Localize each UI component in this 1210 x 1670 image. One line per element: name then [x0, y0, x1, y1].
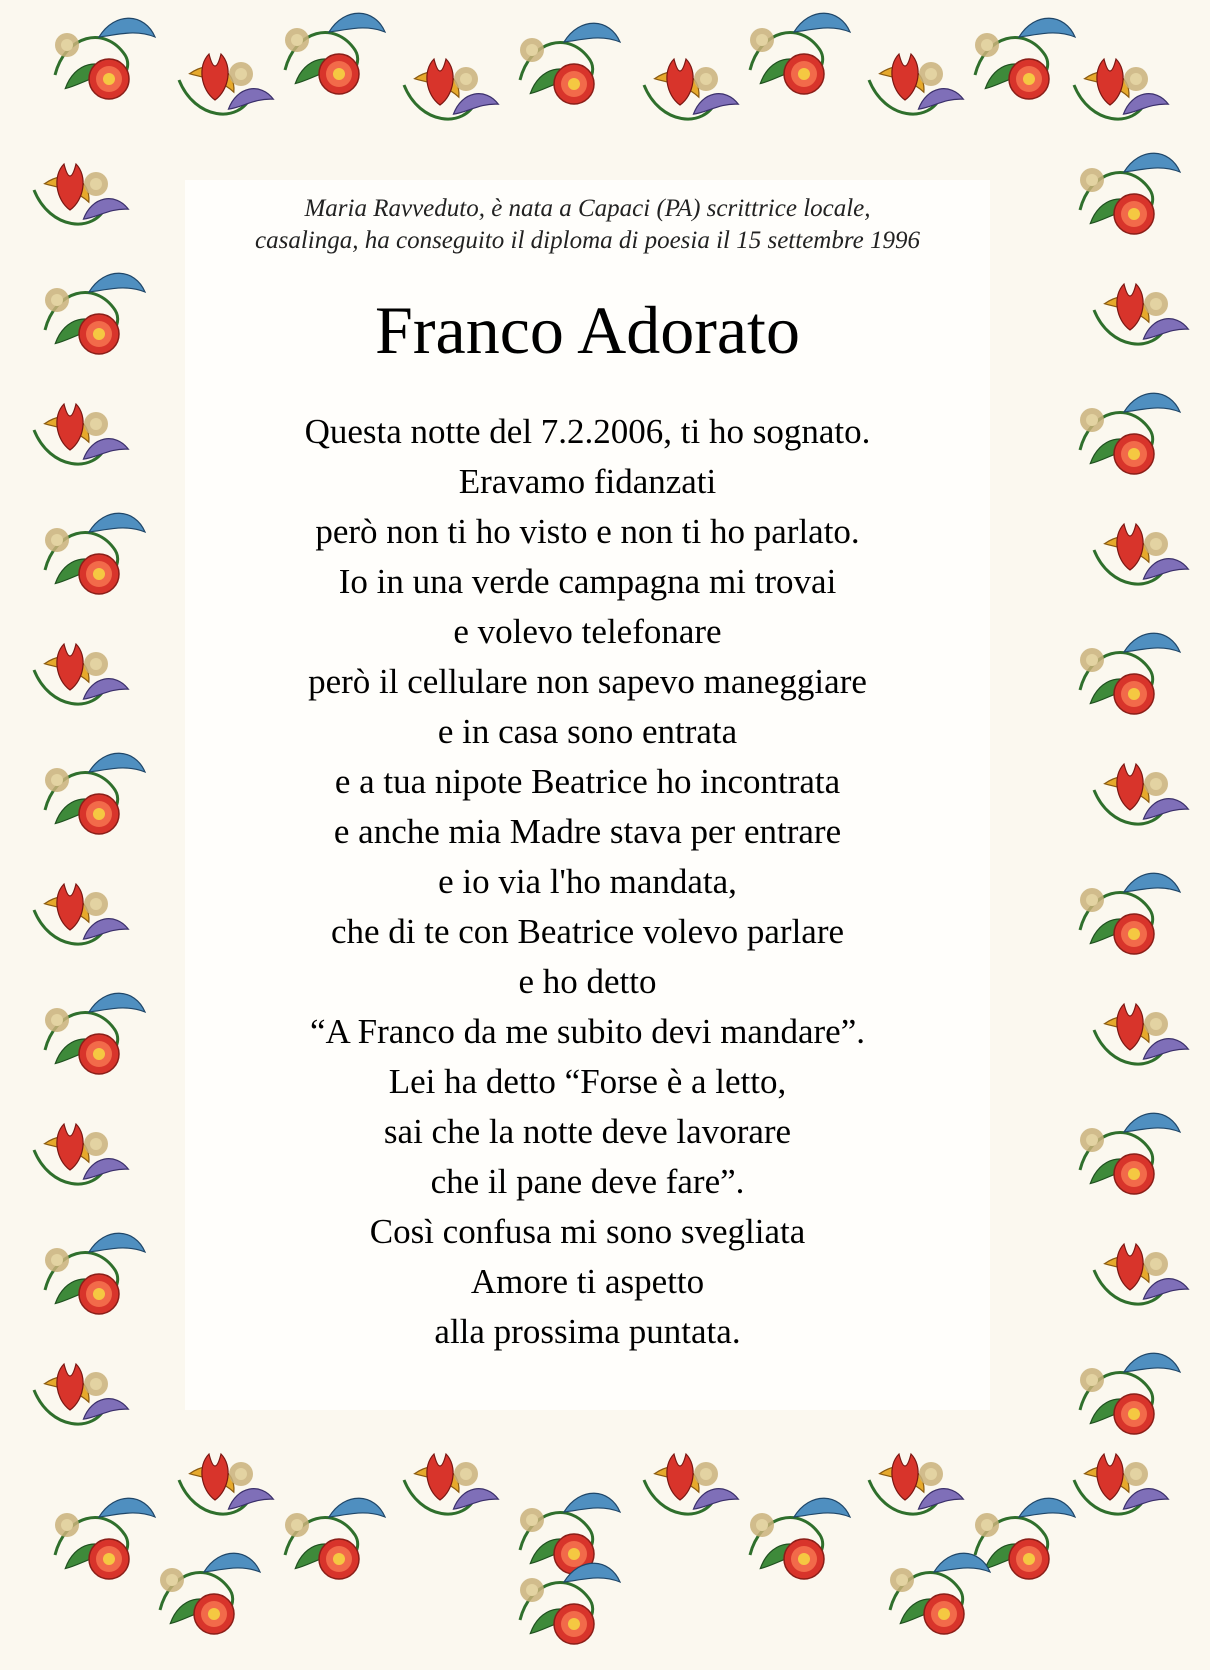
poem-line: e in casa sono entrata [437, 712, 738, 751]
poem-line: e io via l'ho mandata, [438, 862, 737, 901]
border-bottom [55, 1454, 1168, 1644]
poem-line: e ho detto [518, 962, 657, 1001]
poem-line: che di te con Beatrice volevo parlare [330, 912, 845, 951]
poem-line: e anche mia Madre stava per entrare [333, 812, 842, 851]
border-right [1080, 153, 1188, 1434]
poem-title: Franco Adorato [375, 292, 800, 368]
poem-line: Io in una verde campagna mi trovai [338, 562, 837, 601]
poem-line: però il cellulare non sapevo maneggiare [308, 662, 867, 701]
border-top [55, 13, 1168, 119]
poem-line: sai che la notte deve lavorare [383, 1112, 792, 1151]
author-note [185, 193, 990, 257]
poem-body [185, 407, 990, 1357]
poem-line: Lei ha detto “Forse è a letto, [388, 1062, 787, 1101]
author-note-line: casalinga, ha conseguito il diploma di poesia il 15 settembre 1996 [255, 227, 920, 254]
poem-line: e a tua nipote Beatrice ho incontrata [334, 762, 841, 801]
poem-line: Amore ti aspetto [470, 1262, 705, 1301]
poem-line: però non ti ho visto e non ti ho parlato. [315, 512, 860, 551]
poem-line: “A Franco da me subito devi mandare”. [310, 1012, 865, 1051]
poem-line: Eravamo fidanzati [458, 462, 717, 501]
poem-line: e volevo telefonare [453, 612, 722, 651]
poem-line: Così confusa mi sono svegliata [369, 1212, 806, 1251]
poem-line: Questa notte del 7.2.2006, ti ho sognato. [304, 412, 871, 451]
author-note-line: Maria Ravveduto, è nata a Capaci (PA) scrittrice locale, [304, 195, 871, 222]
border-left [34, 164, 145, 1424]
poem-line: che il pane deve fare”. [430, 1162, 745, 1201]
poem-line: alla prossima puntata. [434, 1312, 741, 1351]
